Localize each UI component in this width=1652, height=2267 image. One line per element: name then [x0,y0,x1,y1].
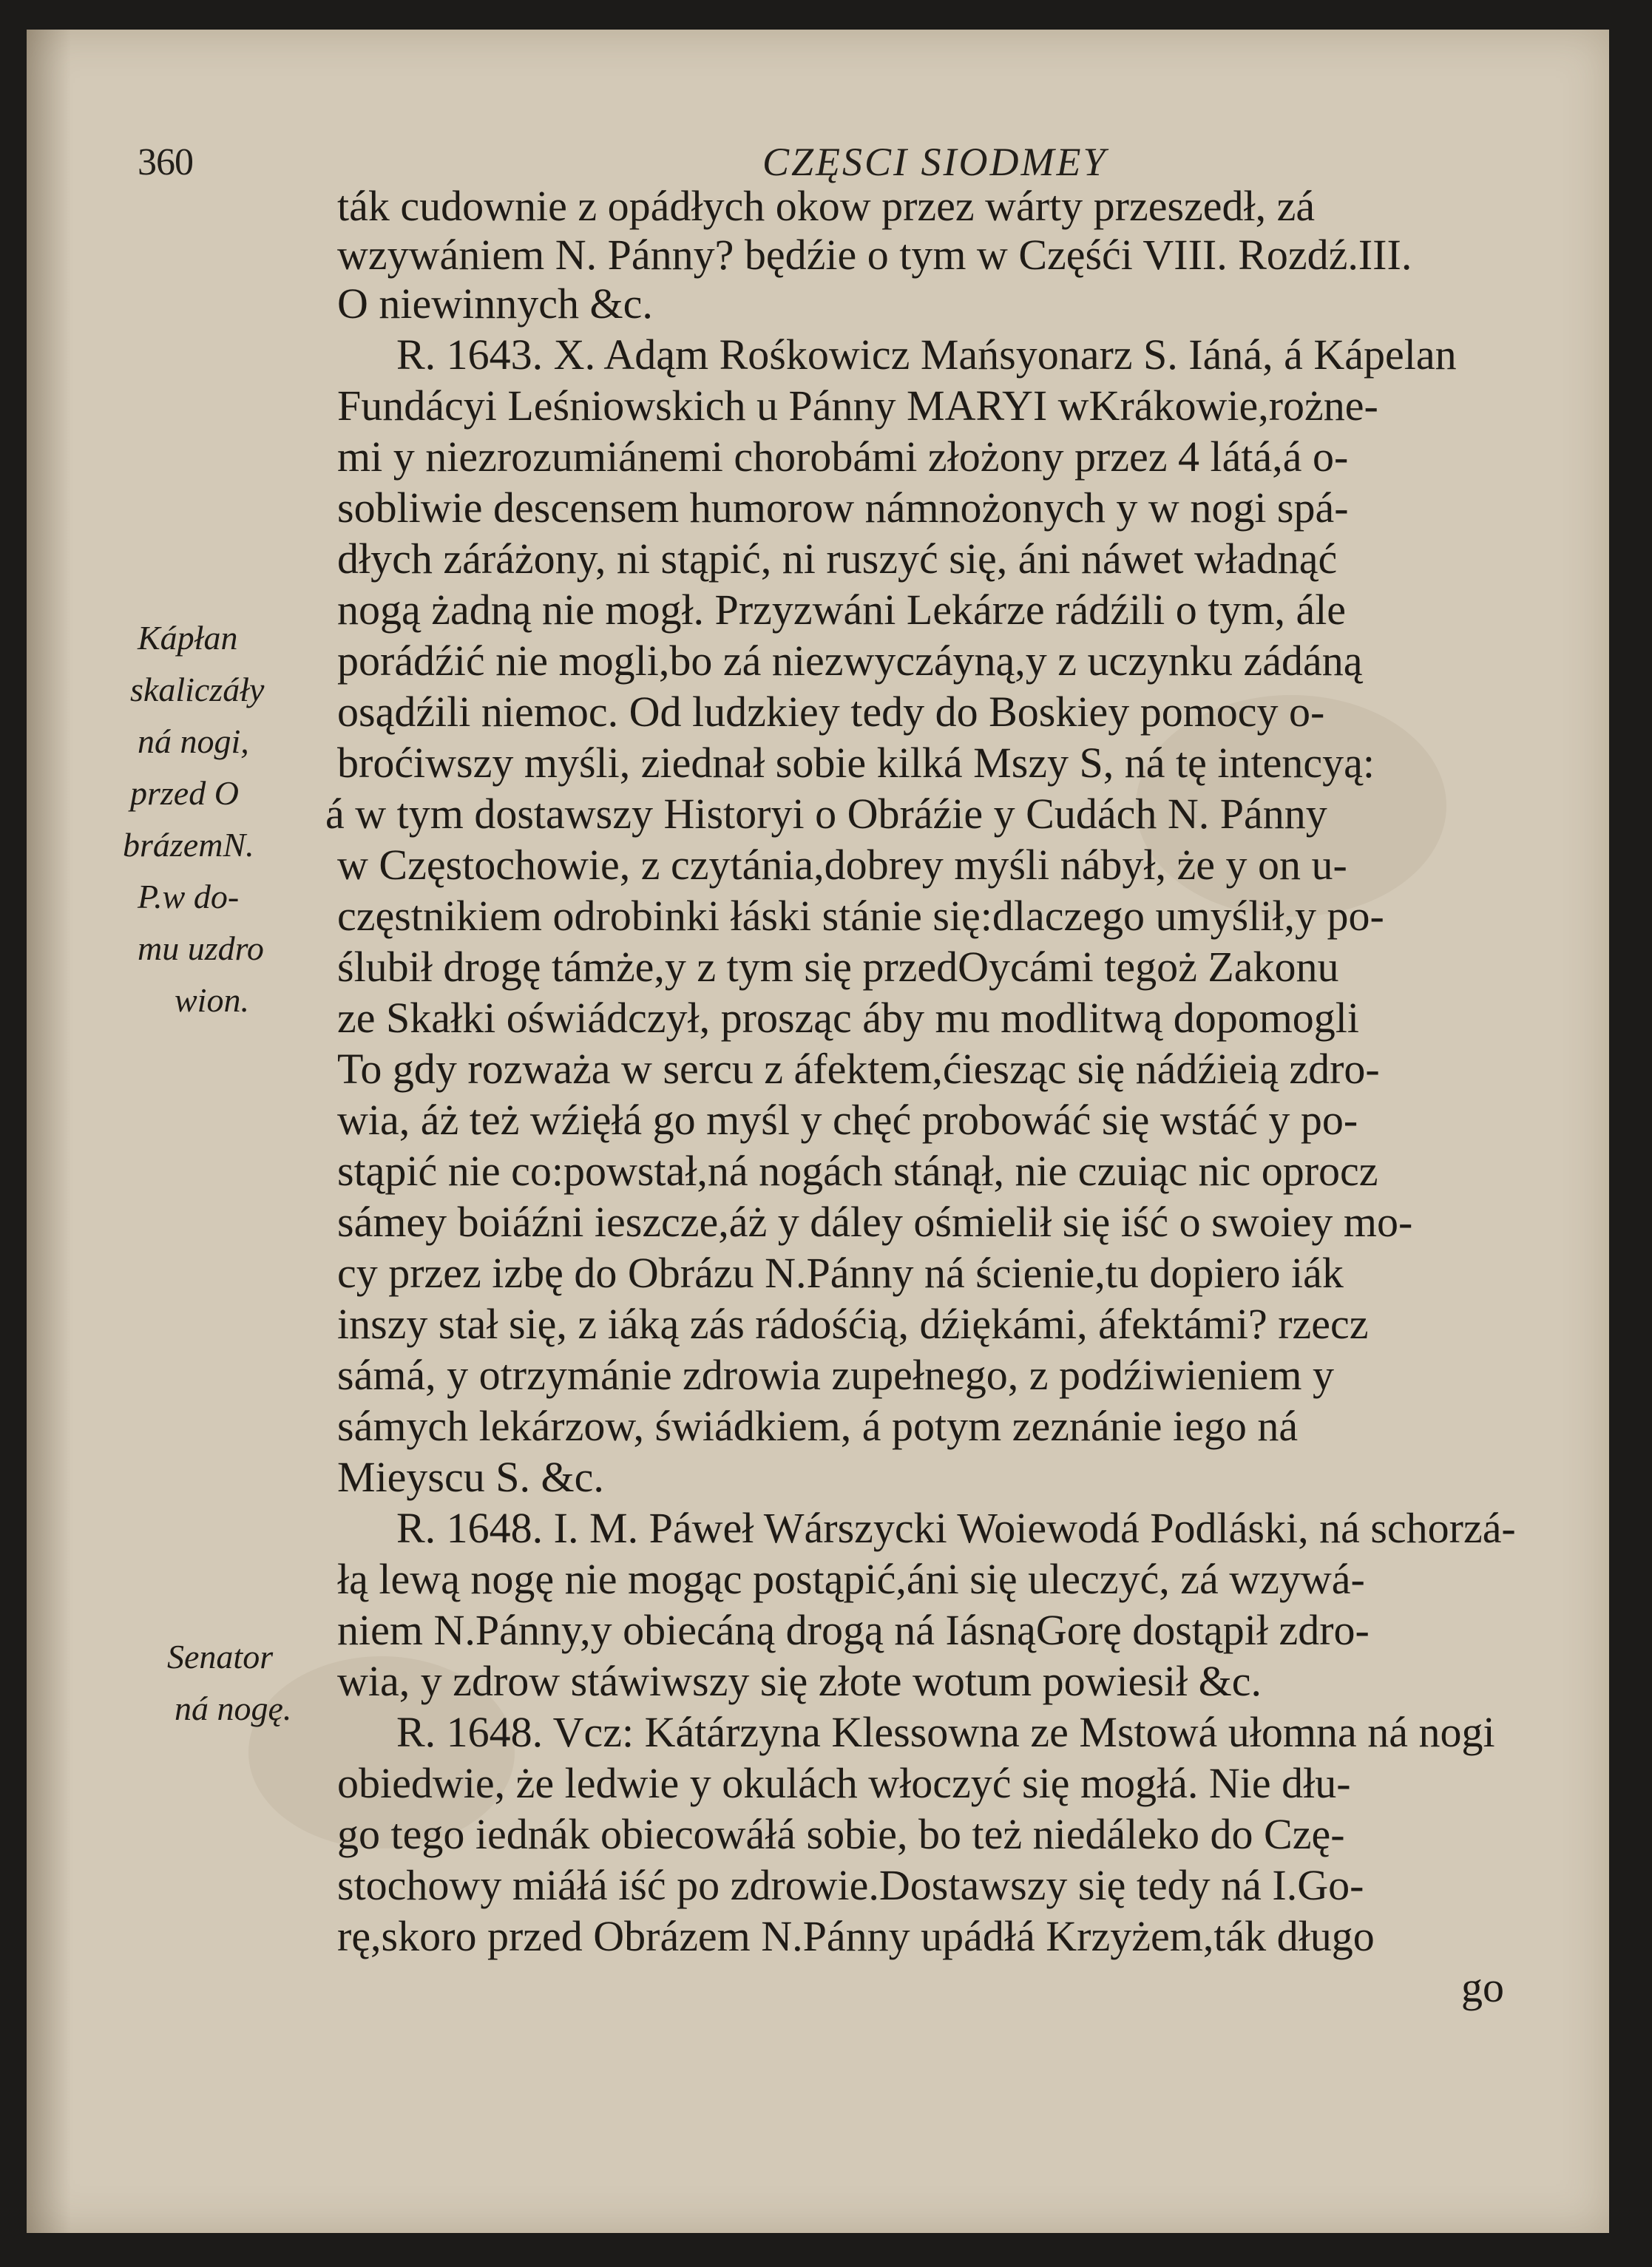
text-line: mi y niezrozumiánemi chorobámi złożony przez 4 látá,á o- [337,433,1349,481]
text-line: ták cudownie z opádłych okow przez wárty przeszedł, zá [337,182,1316,230]
text-line: niem N.Pánny,y obiecáną drogą ná IásnąGorę dostąpił zdro- [337,1606,1370,1654]
margin-note: Senator [167,1638,274,1675]
text-line: sámey boiáźni ieszcze,áż y dáley ośmielił się iść o swoiey mo- [337,1198,1413,1246]
text-line: ze Skałki oświádczył, prosząc áby mu modlitwą dopomogli [337,994,1360,1042]
text-line: Mieyscu S. &c. [337,1453,604,1501]
text-line: wia, y zdrow stáwiwszy się złote wotum powiesił &c. [337,1657,1262,1705]
text-line: stąpić nie co:powstał,ná nogách stánął, nie czuiąc nic oprocz [337,1147,1378,1195]
text-line: w Częstochowie, z czytánia,dobrey myśli nábył, że y on u- [337,841,1347,889]
margin-note: Kápłan [138,619,238,657]
text-line: Fundácyi Leśniowskich u Pánny MARYI wKrákowie,rożne- [337,382,1378,430]
text-line: go tego iednák obiecowáłá sobie, bo też niedáleko do Czę- [337,1810,1345,1858]
margin-note: wion. [175,981,249,1019]
text-line: To gdy rozważa w sercu z áfektem,ćiesząc się nádźieią zdro- [337,1045,1380,1093]
text-line: osądźili niemoc. Od ludzkiey tedy do Boskiey pomocy o- [337,688,1325,736]
text-line: nogą żadną nie mogł. Przyzwáni Lekárze rádźili o tym, ále [337,586,1347,634]
text-line: wzywániem N. Pánny? będźie o tym w Częśći VIII. Rozdź.III. [337,231,1412,279]
running-title: CZĘSCI SIODMEY [762,140,1108,184]
margin-note: mu uzdro [138,929,264,967]
margin-note: brázemN. [123,826,254,864]
text-line: obiedwie, że ledwie y okulách włoczyć się mogłá. Nie dłu- [337,1759,1351,1807]
margin-note: przed O [130,774,239,812]
margin-note: ná nogi, [138,722,249,760]
text-line: porádźić nie mogli,bo zá niezwyczáyną,y z uczynku zádáną [337,637,1363,685]
book-page [27,30,1609,2233]
text-line: á w tym dostawszy Historyi o Obráźie y Cudách N. Pánny [325,790,1327,838]
text-line: R. 1648. Vcz: Kátárzyna Klessowna ze Mstowá ułomna ná nogi [396,1708,1495,1756]
text-line: O niewinnych &c. [337,279,653,328]
text-line: rę,skoro przed Obrázem N.Pánny upádłá Krzyżem,ták długo [337,1912,1375,1960]
text-line: cy przez izbę do Obrázu N.Pánny ná ścienie,tu dopiero iák [337,1249,1344,1297]
text-line: R. 1648. I. M. Páweł Wárszycki Woiewodá Podláski, ná schorzá- [396,1504,1516,1552]
page-number: 360 [138,141,193,183]
margin-note: skaliczáły [130,671,265,708]
text-line: stochowy miáłá iść po zdrowie.Dostawszy się tedy ná I.Go- [337,1861,1364,1909]
text-line: ślubił drogę támże,y z tym się przedOycámi tegoż Zakonu [337,943,1339,991]
text-line: broćiwszy myśli, ziednał sobie kilká Mszy S, ná tę intencyą: [337,739,1375,787]
text-line: sobliwie descensem humorow námnożonych y w nogi spá- [337,484,1349,532]
text-line: sámych lekárzow, świádkiem, á potym zeznánie iego ná [337,1402,1299,1450]
text-line: sámá, y otrzymánie zdrowia zupełnego, z podźiwieniem y [337,1351,1335,1399]
margin-note: P.w do- [138,878,240,915]
text-line: dłych záráżony, ni stąpić, ni ruszyć się, áni náwet władnąć [337,535,1338,583]
margin-note: ná nogę. [175,1690,292,1727]
text-line: częstnikiem odrobinki łáski stánie się:dlaczego umyślił,y po- [337,892,1384,940]
text-line: wia, áż też wźięłá go myśl y chęć probowáć się wstáć y po- [337,1096,1358,1144]
text-line: łą lewą nogę nie mogąc postąpić,áni się uleczyć, zá wzywá- [337,1555,1365,1603]
text-line: R. 1643. X. Adąm Rośkowicz Mańsyonarz S. Iáná, á Kápelan [396,331,1457,379]
gutter-shadow [27,30,71,2233]
text-line: inszy stał się, z iáką zás rádośćią, dźiękámi, áfektámi? rzecz [337,1300,1369,1348]
catchword: go [1461,1963,1504,2011]
